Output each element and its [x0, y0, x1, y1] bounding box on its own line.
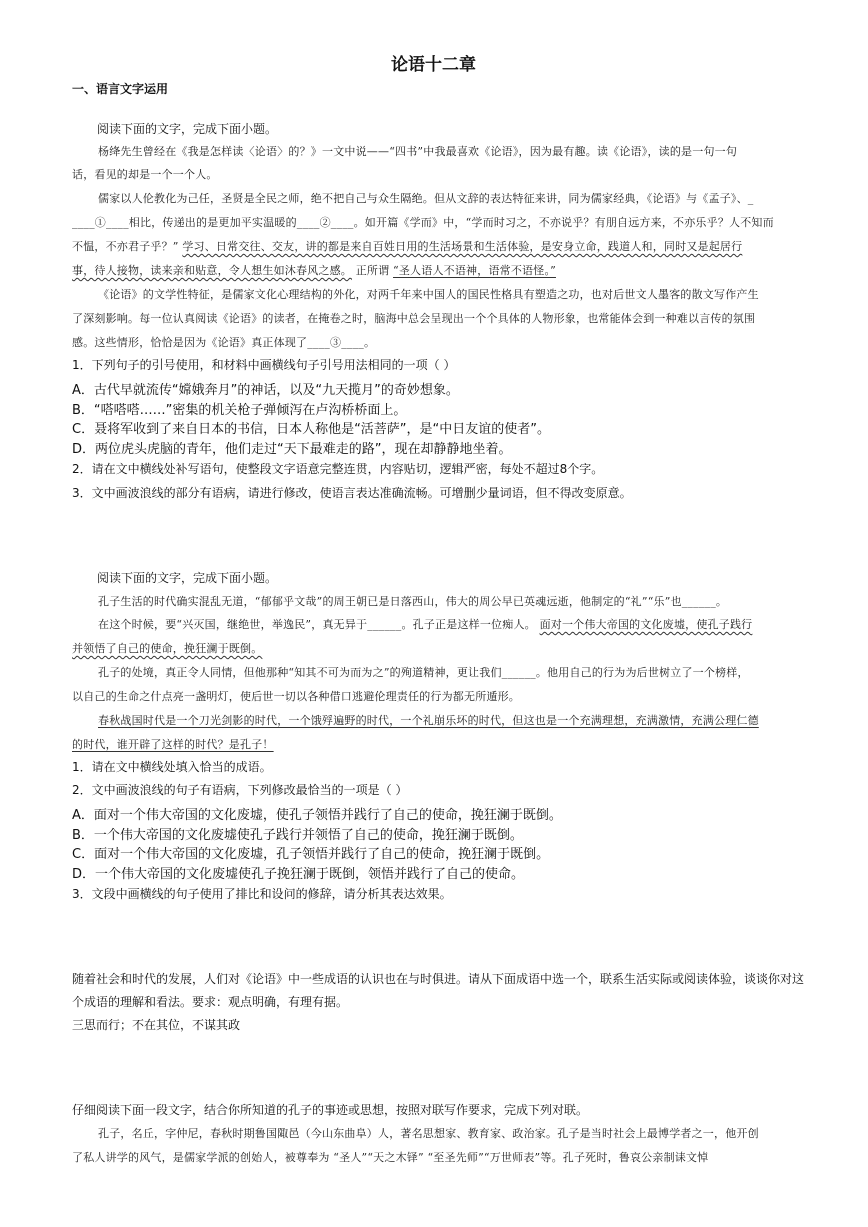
wavy-underlined-text: 并领悟了自己的使命，挽狂澜于既倒。 — [72, 642, 263, 655]
passage2-intro: 阅读下面的文字，完成下面小题。 — [97, 571, 278, 585]
page-title: 论语十二章 — [391, 55, 476, 75]
passage1-line: 《论语》的文学性特征，是儒家文化心理结构的外化，对两千年来中国人的国民性格具有塑造之功，也对后世文人墨客的散文写作产生 — [98, 288, 759, 301]
essay-prompt: 个成语的理解和看法。要求：观点明确，有理有据。 — [72, 995, 349, 1009]
option-b: B．“嗒嗒嗒……”密集的机关枪子弹倾泻在卢沟桥桥面上。 — [72, 403, 407, 418]
wavy-underlined-text: 学习、日常交往、交友，讲的都是来自百姓日用的生活场景和生活体验，是安身立命，践道人和，同时又是起居行 — [182, 240, 743, 253]
passage1-line — [72, 238, 742, 254]
passage2-text: 在这个时候，要“兴灭国，继绝世，举逸民”，真无异于______。孔子正是这样一位痴人。 — [98, 618, 536, 631]
wavy-underlined-text: 面对一个伟大帝国的文化废墟，使孔子践行 — [539, 618, 753, 631]
wavy-underlined-text: 事，待人接物，读来亲和贴意，令人想生如沐春风之感。 — [72, 264, 352, 277]
passage1-text: 正所谓 — [355, 264, 390, 277]
underlined-passage-line: 春秋战国时代是一个刀光剑影的时代，一个饿殍遍野的时代，一个礼崩乐坏的时代，但这也是一个充满理想，充满激情，充满公理仁德 — [98, 714, 759, 727]
option-b: B．一个伟大帝国的文化废墟使孔子践行并领悟了自己的使命，挽狂澜于既倒。 — [72, 828, 523, 843]
underlined-passage-line: 的时代，谁开辟了这样的时代？是孔子！ — [72, 738, 274, 751]
passage1-intro: 阅读下面的文字，完成下面小题。 — [97, 122, 278, 136]
option-a: A．古代早就流传“嫦娥奔月”的神话，以及“九天揽月”的奇妙想象。 — [72, 383, 459, 398]
passage1-line — [72, 262, 556, 278]
passage4-line: 孔子，名丘，字仲尼，春秋时期鲁国陬邑（今山东曲阜）人，著名思想家、教育家、政治家。孔子是当时社会上最博学者之一，他开创 — [98, 1127, 759, 1140]
passage2-line — [98, 616, 752, 632]
passage2-line — [72, 640, 262, 656]
passage2-line: 孔子的处境，真正令人同情，但他那种“知其不可为而为之”的殉道精神，更让我们______。他用自己的行为为后世树立了一个榜样， — [98, 666, 749, 679]
question-2: 2．文中画波浪线的句子有语病，下列修改最恰当的一项是（ ） — [72, 783, 408, 797]
essay-prompt: 随着社会和时代的发展，人们对《论语》中一些成语的认识也在与时俱进。请从下面成语中选一个，联系生活实际或阅读体验，谈谈你对这 — [72, 972, 805, 986]
passage1-line: 了深刻影响。每一位认真阅读《论语》的读者，在掩卷之时，脑海中总会呈现出一个个具体的人物形象，也常能体会到一种难以言传的氛围 — [72, 312, 756, 325]
underlined-quote: “圣人语人不语神，语常不语怪。” — [393, 264, 556, 277]
question-2: 2．请在文中横线处补写语句，使整段文字语意完整连贯，内容贴切，逻辑严密，每处不超过8个字。 — [72, 462, 604, 476]
section-heading: 一、语言文字运用 — [72, 82, 169, 96]
question-1: 1．下列句子的引号使用，和材料中画横线句子引号用法相同的一项（ ） — [72, 358, 456, 372]
passage4-line: 了私人讲学的风气，是儒家学派的创始人，被尊奉为 “圣人”“天之木铎” “至圣先师”“万世师表”等。孔子死时，鲁哀公亲制诔文悼 — [72, 1151, 709, 1164]
question-1: 1．请在文中横线处填入恰当的成语。 — [72, 760, 272, 774]
passage1-line: 儒家以人伦教化为己任，圣贤是全民之师，绝不把自己与众生隔绝。但从文辞的表达特征来讲，同为儒家经典，《论语》与《孟子》、_ — [98, 192, 754, 205]
question-3: 3．文段中画横线的句子使用了排比和设问的修辞，请分析其表达效果。 — [72, 887, 452, 901]
couplet-prompt: 仔细阅读下面一段文字，结合你所知道的孔子的事迹或思想，按照对联写作要求，完成下列对联。 — [72, 1103, 589, 1117]
option-c: C．面对一个伟大帝国的文化废墟，孔子领悟并践行了自己的使命，挽狂澜于既倒。 — [72, 847, 550, 862]
option-d: D．一个伟大帝国的文化废墟使孔子挽狂澜于既倒，领悟并践行了自己的使命。 — [72, 867, 525, 882]
option-c: C．聂将军收到了来自日本的书信，日本人称他是“活菩萨”，是“中日友谊的使者”。 — [72, 422, 551, 437]
passage2-line: 孔子生活的时代确实混乱无道，“郁郁乎文哉”的周王朝已是日落西山，伟大的周公早已英魂远逝，他制定的“礼”“乐”也______。 — [98, 595, 728, 608]
option-d: D．两位虎头虎脑的青年，他们走过“天下最难走的路”，现在却静静地坐着。 — [72, 442, 512, 457]
passage1-text: 不愠，不亦君子乎？” — [72, 240, 179, 253]
question-3: 3．文中画波浪线的部分有语病，请进行修改，使语言表达准确流畅。可增删少量词语，但不得改变原意。 — [72, 486, 632, 500]
option-a: A．面对一个伟大帝国的文化废墟，使孔子领悟并践行了自己的使命，挽狂澜于既倒。 — [72, 808, 562, 823]
passage2-line: 以自己的生命之什点亮一盏明灯，使后世一切以各种借口逃避伦理责任的行为都无所遁形。 — [72, 690, 520, 703]
idiom-choices: 三思而行；不在其位，不谋其政 — [72, 1018, 241, 1032]
passage1-line: 感。这些情形，恰恰是因为《论语》真正体现了____③____。 — [72, 336, 376, 349]
passage1-line: 话，看见的却是一个一个人。 — [72, 168, 218, 181]
passage1-line: ____①____相比，传递出的是更加平实温暖的____②____。如开篇《学而》中，“学而时习之，不亦说乎？有朋自远方来，不亦乐乎？人不知而 — [72, 216, 774, 229]
passage1-line: 杨绛先生曾经在《我是怎样读〈论语〉的？》一文中说——“四书”中我最喜欢《论语》，因为最有趣。读《论语》，读的是一句一句 — [98, 145, 738, 158]
